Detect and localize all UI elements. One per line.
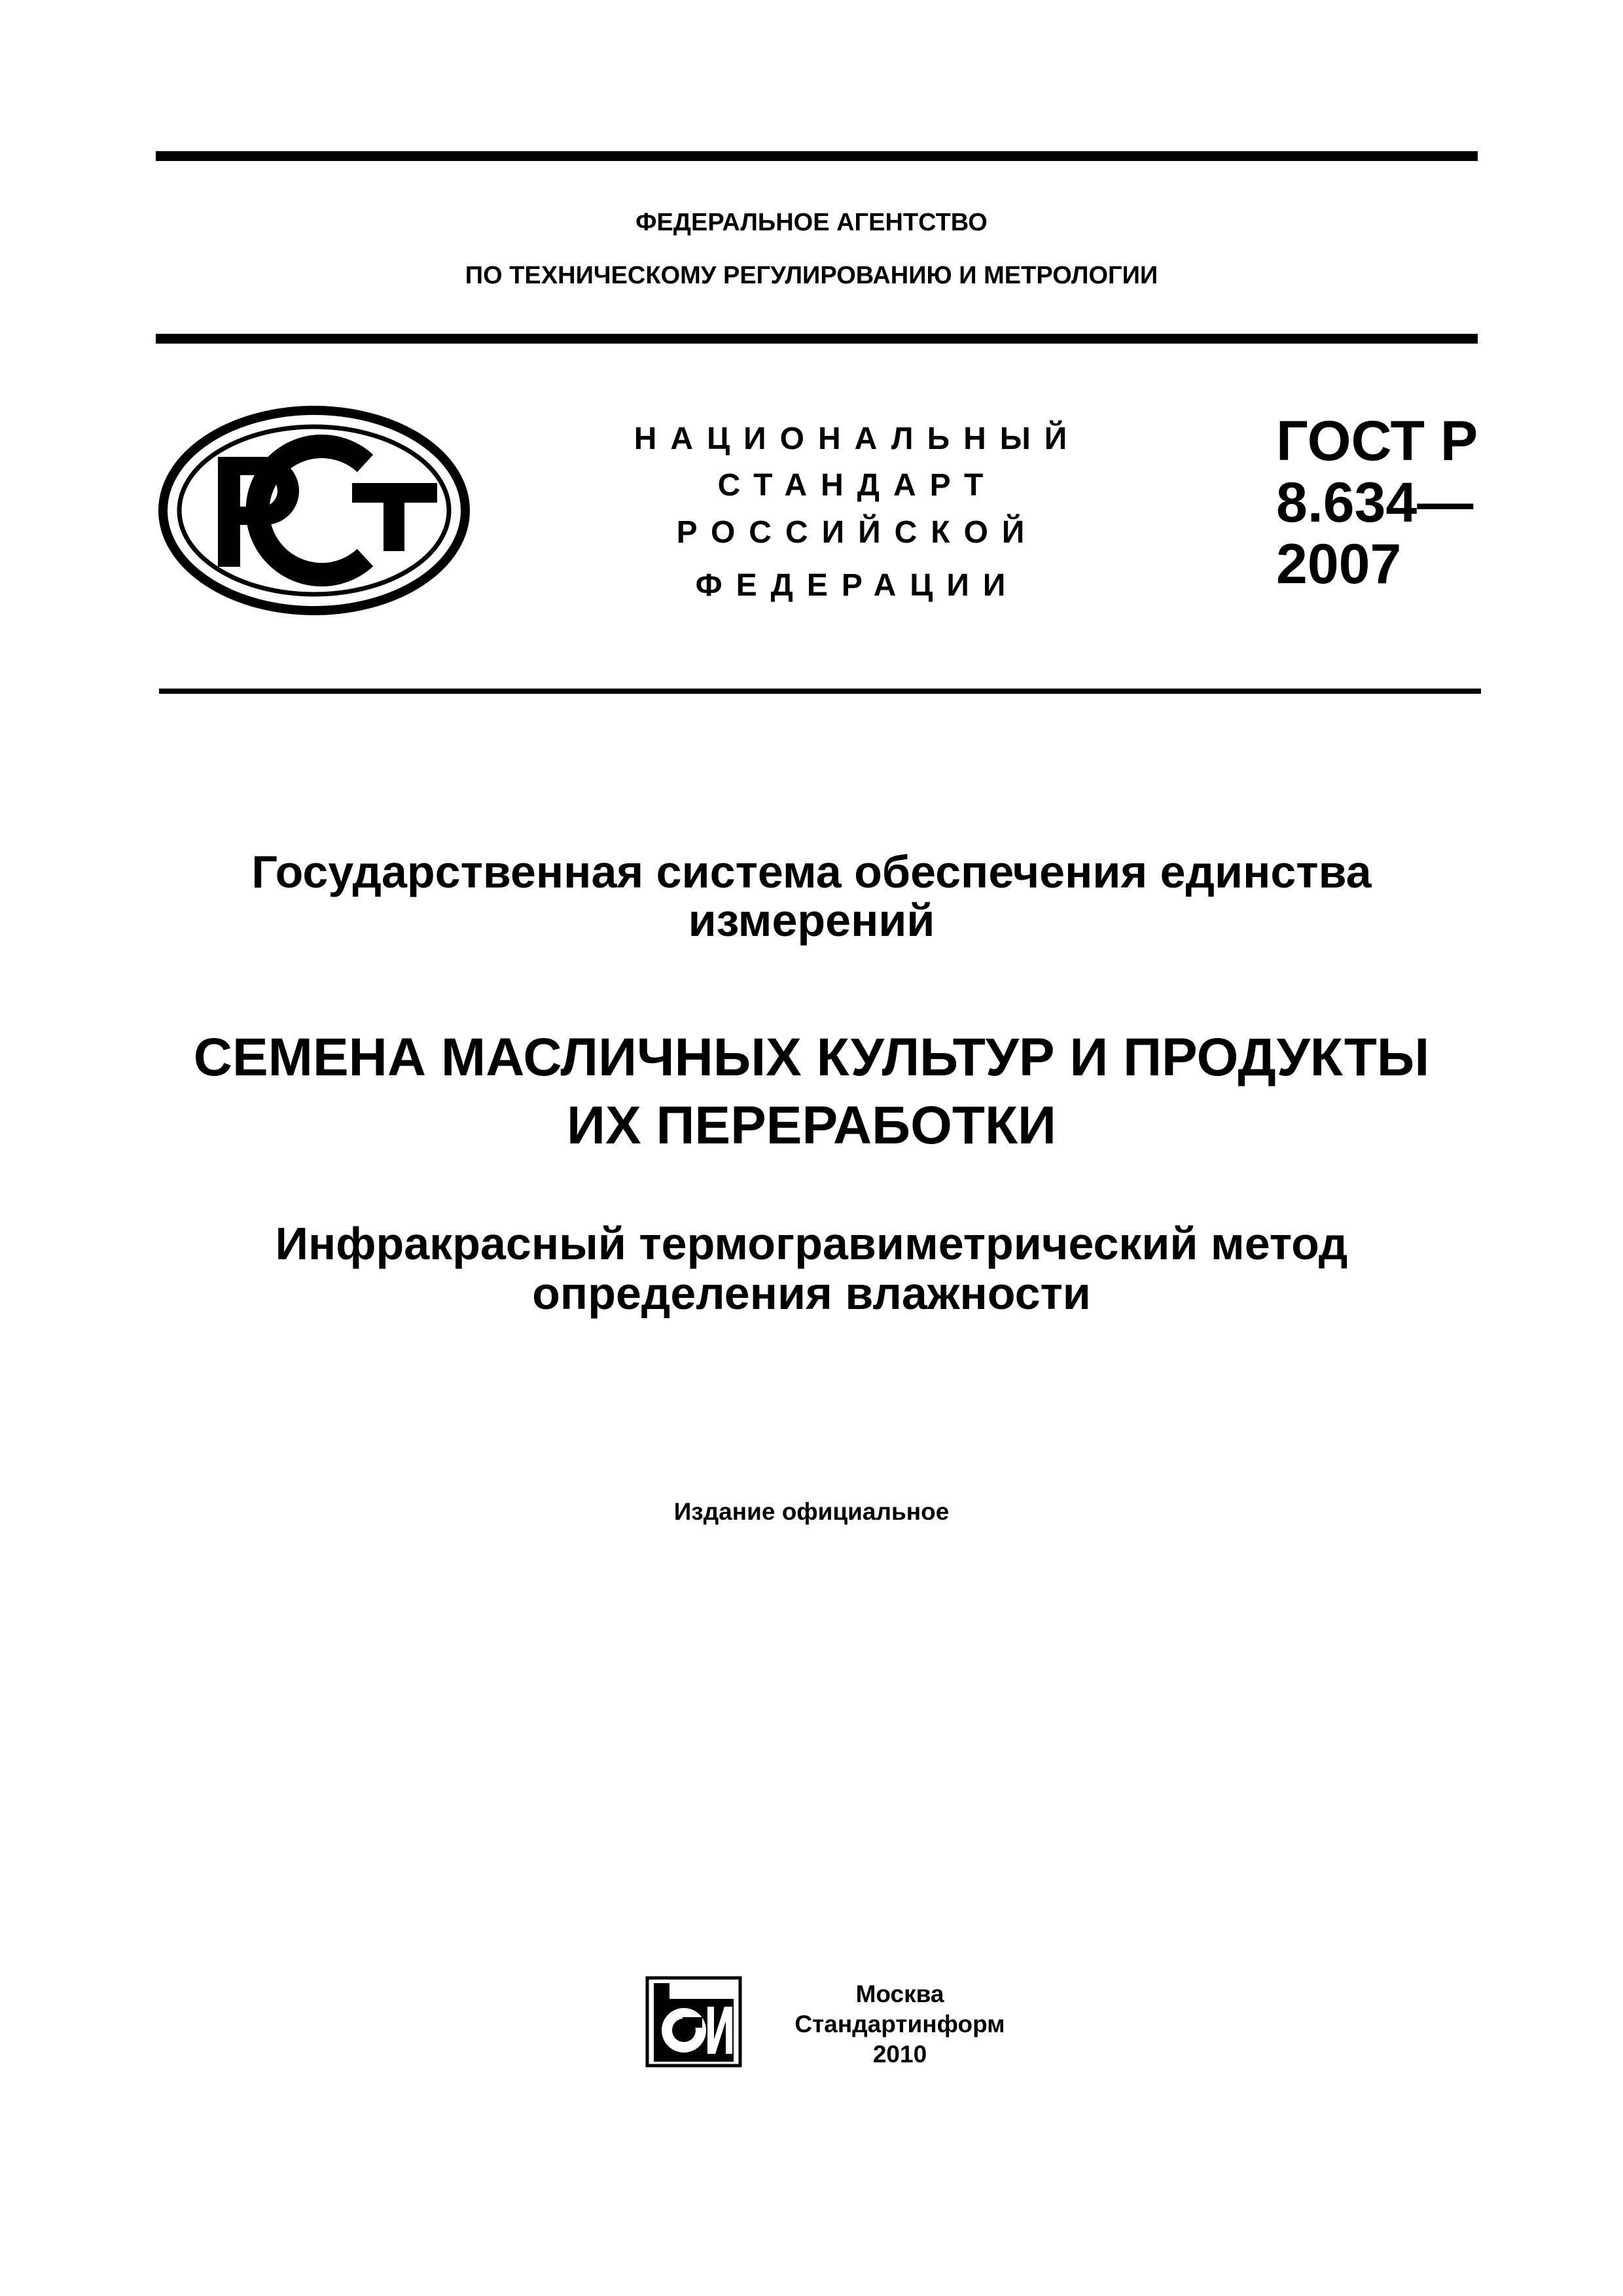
main-title-line-1: СЕМЕНА МАСЛИЧНЫХ КУЛЬТУР И ПРОДУКТЫ	[193, 1028, 1430, 1087]
subtitle-line-2: определения влажности	[532, 1268, 1091, 1319]
gost-designation-line-3: 2007	[1276, 533, 1402, 596]
agency-bottom-rule	[156, 334, 1478, 344]
system-title-line-2: измерений	[688, 895, 935, 946]
publisher-city: Москва	[855, 1981, 944, 2007]
main-title-line-2: ИХ ПЕРЕРАБОТКИ	[567, 1096, 1056, 1155]
gost-designation-line-2: 8.634—	[1276, 471, 1474, 534]
national-standard-line-2: СТАНДАРТ	[717, 468, 997, 503]
standartinform-logo-icon	[645, 1975, 743, 2068]
edition-label: Издание официальное	[673, 1498, 950, 1525]
national-standard-line-4: ФЕДЕРАЦИИ	[695, 568, 1020, 603]
header-bottom-rule	[159, 689, 1481, 694]
agency-line-1: ФЕДЕРАЛЬНОЕ АГЕНТСТВО	[635, 209, 988, 236]
gost-designation-line-1: ГОСТ Р	[1276, 410, 1478, 473]
system-title-line-1: Государственная система обеспечения единства	[251, 846, 1372, 897]
national-standard-line-3: РОССИЙСКОЙ	[676, 515, 1039, 550]
national-standard-line-1: НАЦИОНАЛЬНЫЙ	[633, 422, 1081, 456]
top-rule	[156, 151, 1478, 161]
agency-line-2: ПО ТЕХНИЧЕСКОМУ РЕГУЛИРОВАНИЮ И МЕТРОЛОГИИ	[465, 262, 1158, 289]
rst-logo-icon	[157, 406, 471, 615]
subtitle-line-1: Инфракрасный термогравиметрический метод	[275, 1218, 1348, 1269]
publisher-name: Стандартинформ	[794, 2011, 1005, 2037]
publication-year: 2010	[872, 2041, 927, 2068]
